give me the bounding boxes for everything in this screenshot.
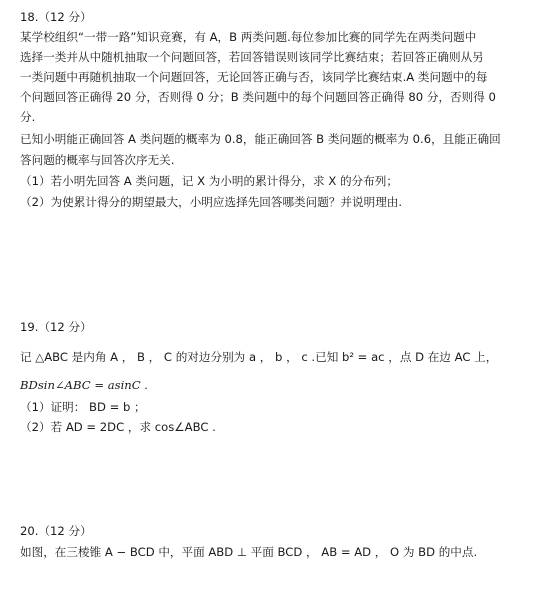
q18-part-2: （2）为使累计得分的期望最大，小明应选择先回答哪类问题？并说明理由. <box>20 195 403 209</box>
q18-line-3: 一类问题中再随机抽取一个问题回答，无论回答正确与否，该同学比赛结束.A 类问题中的每 <box>20 70 488 84</box>
q20-line-1: 如图，在三棱锥 A − BCD 中，平面 ABD ⊥ 平面 BCD ， AB = AD ， O 为 BD 的中点. <box>20 545 478 559</box>
q19-part-1: （1）证明： BD = b ； <box>20 400 146 414</box>
q18-line-1: 某学校组织“一带一路”知识竞赛，有 A，B 两类问题.每位参加比赛的同学先在两类问题中 <box>20 30 477 44</box>
q19-part-2: （2）若 AD = 2DC ，求 cos∠ABC . <box>20 420 216 434</box>
q18-line-4: 个问题回答正确得 20 分，否则得 0 分；B 类问题中的每个问题回答正确得 80 分，否则得 0 <box>20 90 496 104</box>
q18-part-1: （1）若小明先回答 A 类问题，记 X 为小明的累计得分，求 X 的分布列； <box>20 174 398 188</box>
q18-header: 18.（12 分） <box>20 10 92 24</box>
q18-line-6: 已知小明能正确回答 A 类问题的概率为 0.8，能正确回答 B 类问题的概率为 0.6，且能正确回 <box>20 132 501 146</box>
q19-header: 19.（12 分） <box>20 320 92 334</box>
q20-header: 20.（12 分） <box>20 524 92 538</box>
q18-line-7: 答问题的概率与回答次序无关. <box>20 153 175 167</box>
q19-line-1: 记 △ABC 是内角 A ， B ， C 的对边分别为 a ， b ， c .已知 b² = ac ，点 D 在边 AC 上， <box>20 350 498 364</box>
q19-line-2: BDsin∠ABC = asinC . <box>20 378 148 392</box>
q18-line-5: 分. <box>20 110 36 124</box>
q18-line-2: 选择一类并从中随机抽取一个问题回答，若回答错误则该同学比赛结束；若回答正确则从另 <box>20 50 484 64</box>
